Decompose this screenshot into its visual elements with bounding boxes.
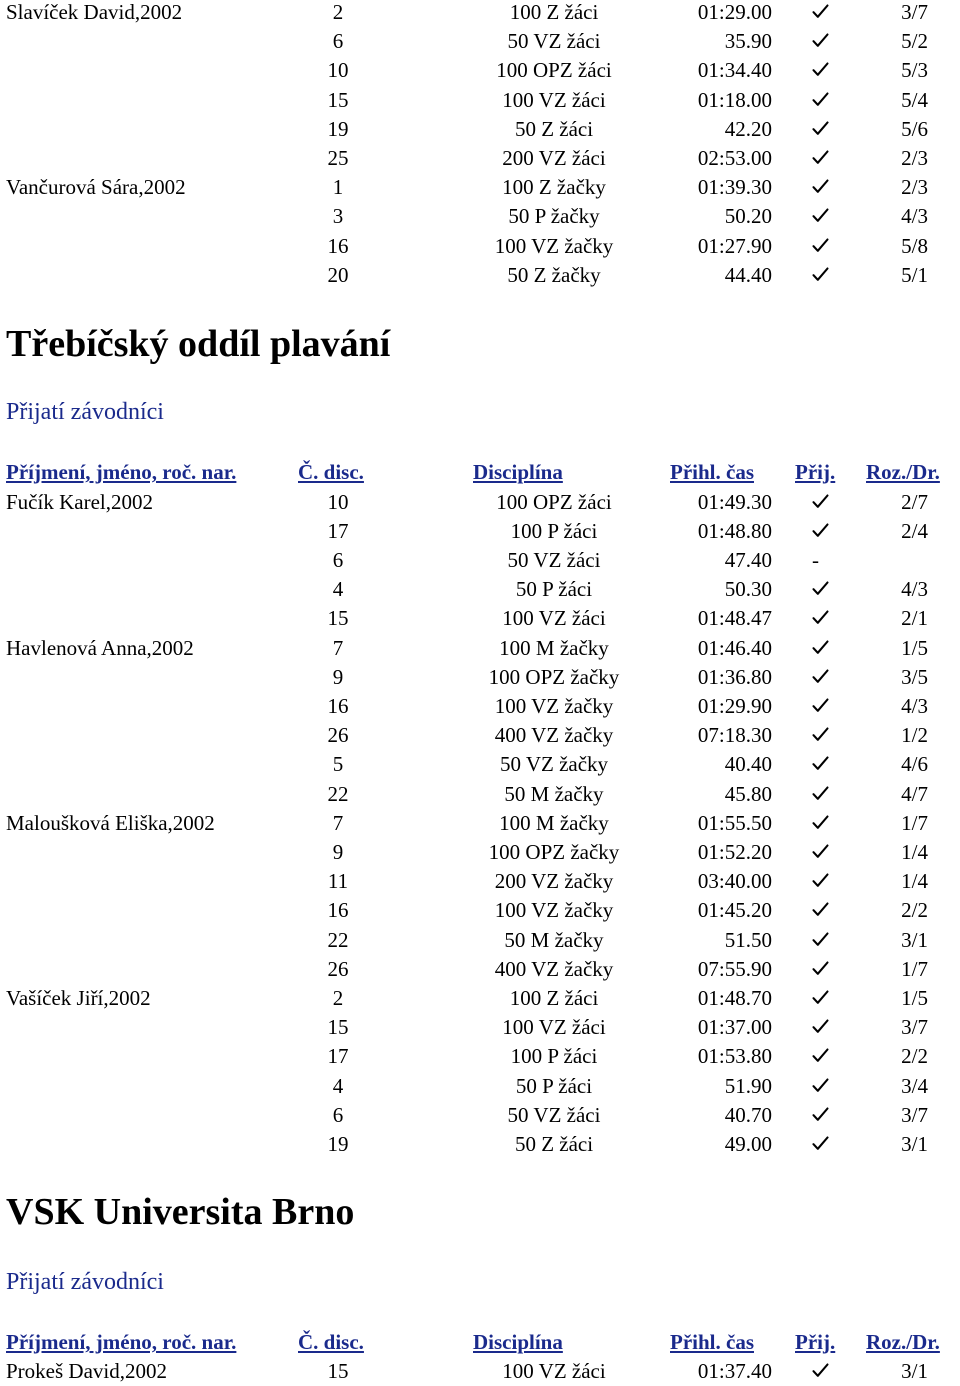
- entry-time: 01:34.40: [697, 58, 772, 83]
- heat-lane: 2/2: [901, 1044, 928, 1069]
- checkmark-icon: [812, 1357, 832, 1378]
- discipline-name: 100 VZ žačky: [494, 693, 614, 718]
- checkmark-icon: [812, 896, 832, 917]
- discipline-name: 100 Z žačky: [502, 175, 606, 200]
- discipline-number: 10: [327, 489, 349, 514]
- header-num: Č. disc.: [298, 460, 364, 484]
- heat-lane: 5/4: [901, 87, 928, 112]
- checkmark-icon: [812, 750, 832, 771]
- entry-time: 01:45.20: [697, 898, 772, 923]
- table-row: [0, 1130, 960, 1159]
- discipline-name: 50 P žáci: [515, 1073, 593, 1098]
- heat-lane: 3/7: [901, 0, 928, 24]
- header-name: Příjmení, jméno, roč. nar.: [6, 1330, 237, 1354]
- table-row: [0, 144, 960, 173]
- discipline-name: 100 Z žáci: [509, 985, 599, 1010]
- discipline-number: 16: [327, 233, 349, 258]
- checkmark-icon: [812, 692, 832, 713]
- entry-time: 01:29.90: [697, 693, 772, 718]
- discipline-name: 200 VZ žáci: [502, 146, 606, 170]
- entry-time: 01:48.80: [697, 518, 772, 543]
- table-row: [0, 809, 960, 838]
- discipline-number: 15: [327, 1359, 349, 1383]
- heat-lane: 4/3: [901, 204, 928, 229]
- heat-lane: 3/1: [901, 1359, 928, 1383]
- heat-lane: 2/4: [901, 518, 928, 543]
- discipline-name: 100 OPZ žáci: [496, 58, 612, 83]
- entry-time: 35.90: [724, 29, 772, 54]
- header-time: Přihl. čas: [670, 1330, 754, 1354]
- entry-time: 01:48.47: [697, 606, 772, 631]
- discipline-name: 100 VZ žačky: [494, 233, 614, 258]
- checkmark-icon: [812, 1101, 832, 1122]
- table-row: [0, 780, 960, 809]
- section-subtitle: Přijatí závodníci: [6, 399, 164, 425]
- heat-lane: 3/1: [901, 927, 928, 952]
- entry-time: 01:49.30: [697, 489, 772, 514]
- heat-lane: 1/4: [901, 839, 928, 864]
- table-row: [0, 604, 960, 633]
- discipline-name: 100 VZ žáci: [502, 1359, 606, 1383]
- entry-time: 51.50: [724, 927, 772, 952]
- table-row: [0, 202, 960, 231]
- heat-lane: 3/1: [901, 1131, 928, 1156]
- table-row: [0, 634, 960, 663]
- table-row: [0, 575, 960, 604]
- table-header: [0, 1328, 960, 1357]
- discipline-number: 6: [332, 29, 344, 54]
- discipline-name: 400 VZ žačky: [494, 956, 614, 981]
- table-row: [0, 115, 960, 144]
- discipline-number: 15: [327, 606, 349, 631]
- table-row: [0, 692, 960, 721]
- checkmark-icon: [812, 488, 832, 509]
- table-row: [0, 546, 960, 575]
- table-row: [0, 56, 960, 85]
- entry-time: 49.00: [724, 1131, 772, 1156]
- club-title: VSK Universita Brno: [6, 1191, 355, 1233]
- discipline-number: 10: [327, 58, 349, 83]
- checkmark-icon: [812, 809, 832, 830]
- discipline-number: 19: [327, 116, 349, 141]
- swimmer-name: Prokeš David,2002: [6, 1359, 167, 1383]
- discipline-name: 100 M žačky: [499, 635, 609, 660]
- discipline-name: 100 OPZ žačky: [488, 839, 620, 864]
- checkmark-icon: [812, 780, 832, 801]
- discipline-name: 100 P žáci: [510, 1044, 598, 1069]
- checkmark-icon: [812, 1042, 832, 1063]
- checkmark-icon: [812, 721, 832, 742]
- discipline-name: 50 VZ žáci: [507, 1102, 601, 1127]
- discipline-number: 7: [332, 635, 344, 660]
- discipline-number: 16: [327, 693, 349, 718]
- section-subtitle: Přijatí závodníci: [6, 1269, 164, 1295]
- header-name: Příjmení, jméno, roč. nar.: [6, 460, 237, 484]
- checkmark-icon: [812, 867, 832, 888]
- table-row: [0, 750, 960, 779]
- discipline-number: 9: [332, 664, 344, 689]
- checkmark-icon: [812, 1072, 832, 1093]
- table-row: [0, 1357, 960, 1386]
- discipline-name: 50 VZ žačky: [499, 752, 609, 777]
- entry-time: 50.20: [724, 204, 772, 229]
- heat-lane: 5/3: [901, 58, 928, 83]
- table-row: [0, 1013, 960, 1042]
- discipline-number: 20: [327, 262, 349, 287]
- entry-time: 01:29.00: [697, 0, 772, 24]
- discipline-number: 6: [332, 1102, 344, 1127]
- discipline-number: 6: [332, 547, 344, 572]
- entry-time: 07:55.90: [697, 956, 772, 981]
- entry-time: 01:55.50: [697, 810, 772, 835]
- table-row: [0, 1072, 960, 1101]
- discipline-name: 50 Z žáci: [514, 116, 594, 141]
- discipline-name: 50 VZ žáci: [507, 29, 601, 54]
- entry-time: 01:52.20: [697, 839, 772, 864]
- entry-time: 50.30: [724, 577, 772, 602]
- not-accepted-mark: -: [812, 547, 819, 572]
- checkmark-icon: [812, 1013, 832, 1034]
- header-heat-lane: Roz./Dr.: [866, 1330, 940, 1354]
- swimmer-name: Fučík Karel,2002: [6, 489, 153, 514]
- table-header: [0, 458, 960, 487]
- table-row: [0, 721, 960, 750]
- heat-lane: 3/4: [901, 1073, 928, 1098]
- table-row: [0, 984, 960, 1013]
- discipline-name: 50 P žáci: [515, 577, 593, 602]
- checkmark-icon: [812, 232, 832, 253]
- discipline-name: 100 Z žáci: [509, 0, 599, 24]
- table-row: [0, 1042, 960, 1071]
- checkmark-icon: [812, 0, 832, 19]
- checkmark-icon: [812, 663, 832, 684]
- discipline-number: 22: [327, 927, 349, 952]
- heat-lane: 1/4: [901, 869, 928, 894]
- table-row: [0, 0, 960, 27]
- discipline-name: 50 Z žačky: [507, 262, 601, 287]
- entry-time: 47.40: [724, 547, 772, 572]
- entry-time: 01:46.40: [697, 635, 772, 660]
- entry-time: 01:39.30: [697, 175, 772, 200]
- heat-lane: 3/7: [901, 1102, 928, 1127]
- entry-time: 40.40: [724, 752, 772, 777]
- entry-time: 03:40.00: [697, 869, 772, 894]
- discipline-name: 100 VZ žáci: [502, 87, 606, 112]
- heat-lane: 4/6: [901, 752, 928, 777]
- discipline-name: 50 M žačky: [504, 781, 604, 806]
- swimmer-name: Vančurová Sára,2002: [6, 175, 186, 200]
- table-row: [0, 663, 960, 692]
- discipline-number: 17: [327, 1044, 349, 1069]
- heat-lane: 2/2: [901, 898, 928, 923]
- entry-time: 01:53.80: [697, 1044, 772, 1069]
- checkmark-icon: [812, 604, 832, 625]
- discipline-name: 200 VZ žačky: [494, 869, 614, 894]
- discipline-name: 400 VZ žačky: [494, 723, 614, 748]
- entry-time: 07:18.30: [697, 723, 772, 748]
- entry-time: 01:48.70: [697, 985, 772, 1010]
- table-row: [0, 896, 960, 925]
- entry-time: 40.70: [724, 1102, 772, 1127]
- discipline-number: 1: [332, 175, 344, 200]
- checkmark-icon: [812, 202, 832, 223]
- heat-lane: 4/3: [901, 577, 928, 602]
- discipline-number: 15: [327, 1015, 349, 1040]
- discipline-number: 25: [327, 146, 349, 170]
- entry-time: 01:37.40: [697, 1359, 772, 1383]
- table-row: [0, 232, 960, 261]
- discipline-number: 4: [332, 577, 344, 602]
- discipline-name: 50 P žačky: [508, 204, 600, 229]
- entry-time: 01:18.00: [697, 87, 772, 112]
- discipline-name: 100 OPZ žáci: [496, 489, 612, 514]
- table-row: [0, 926, 960, 955]
- discipline-name: 100 P žáci: [510, 518, 598, 543]
- swimmer-name: Havlenová Anna,2002: [6, 635, 194, 660]
- checkmark-icon: [812, 838, 832, 859]
- entry-time: 44.40: [724, 262, 772, 287]
- discipline-name: 100 VZ žáci: [502, 1015, 606, 1040]
- header-accepted: Přij.: [795, 1330, 836, 1354]
- discipline-number: 5: [332, 752, 344, 777]
- checkmark-icon: [812, 955, 832, 976]
- discipline-name: 100 OPZ žačky: [488, 664, 620, 689]
- discipline-number: 19: [327, 1131, 349, 1156]
- heat-lane: 2/1: [901, 606, 928, 631]
- checkmark-icon: [812, 144, 832, 165]
- discipline-number: 3: [332, 204, 344, 229]
- heat-lane: 2/7: [901, 489, 928, 514]
- discipline-name: 100 VZ žáci: [502, 606, 606, 631]
- table-row: [0, 86, 960, 115]
- discipline-name: 50 VZ žáci: [507, 547, 601, 572]
- heat-lane: 5/1: [901, 262, 928, 287]
- table-row: [0, 517, 960, 546]
- table-row: [0, 867, 960, 896]
- checkmark-icon: [812, 517, 832, 538]
- heat-lane: 5/6: [901, 116, 928, 141]
- heat-lane: 1/7: [901, 956, 928, 981]
- entry-time: 01:36.80: [697, 664, 772, 689]
- header-accepted: Přij.: [795, 460, 836, 484]
- header-num: Č. disc.: [298, 1330, 364, 1354]
- discipline-number: 4: [332, 1073, 344, 1098]
- discipline-name: 100 M žačky: [499, 810, 609, 835]
- heat-lane: 3/5: [901, 664, 928, 689]
- entry-time: 01:37.00: [697, 1015, 772, 1040]
- table-row: [0, 27, 960, 56]
- heat-lane: 1/2: [901, 723, 928, 748]
- discipline-name: 50 M žačky: [504, 927, 604, 952]
- discipline-number: 11: [327, 869, 349, 894]
- table-row: [0, 488, 960, 517]
- discipline-number: 15: [327, 87, 349, 112]
- discipline-number: 2: [332, 985, 344, 1010]
- checkmark-icon: [812, 984, 832, 1005]
- table-row: [0, 838, 960, 867]
- heat-lane: 5/2: [901, 29, 928, 54]
- swimmer-name: Maloušková Eliška,2002: [6, 810, 215, 835]
- heat-lane: 2/3: [901, 175, 928, 200]
- entry-time: 42.20: [724, 116, 772, 141]
- entry-time: 02:53.00: [697, 146, 772, 170]
- header-discipline: Disciplína: [473, 1330, 563, 1354]
- discipline-number: 2: [332, 0, 344, 24]
- entry-time: 01:27.90: [697, 233, 772, 258]
- checkmark-icon: [812, 1130, 832, 1151]
- entry-time: 51.90: [724, 1073, 772, 1098]
- checkmark-icon: [812, 634, 832, 655]
- entry-time: 45.80: [724, 781, 772, 806]
- discipline-number: 26: [327, 723, 349, 748]
- discipline-name: 50 Z žáci: [514, 1131, 594, 1156]
- swimmer-name: Vašíček Jiří,2002: [6, 985, 151, 1010]
- checkmark-icon: [812, 86, 832, 107]
- swimmer-name: Slavíček David,2002: [6, 0, 183, 24]
- discipline-number: 17: [327, 518, 349, 543]
- heat-lane: 1/5: [901, 985, 928, 1010]
- checkmark-icon: [812, 261, 832, 282]
- discipline-number: 9: [332, 839, 344, 864]
- checkmark-icon: [812, 115, 832, 136]
- heat-lane: 5/8: [901, 233, 928, 258]
- discipline-name: 100 VZ žačky: [494, 898, 614, 923]
- table-row: [0, 173, 960, 202]
- discipline-number: 26: [327, 956, 349, 981]
- checkmark-icon: [812, 926, 832, 947]
- discipline-number: 7: [332, 810, 344, 835]
- header-time: Přihl. čas: [670, 460, 754, 484]
- heat-lane: 3/7: [901, 1015, 928, 1040]
- checkmark-icon: [812, 56, 832, 77]
- discipline-number: 16: [327, 898, 349, 923]
- table-row: [0, 1101, 960, 1130]
- heat-lane: 1/5: [901, 635, 928, 660]
- discipline-number: 22: [327, 781, 349, 806]
- heat-lane: 2/3: [901, 146, 928, 170]
- header-discipline: Disciplína: [473, 460, 563, 484]
- club-title: Třebíčský oddíl plavání: [6, 323, 391, 365]
- heat-lane: 1/7: [901, 810, 928, 835]
- heat-lane: 4/7: [901, 781, 928, 806]
- heat-lane: 4/3: [901, 693, 928, 718]
- checkmark-icon: [812, 27, 832, 48]
- checkmark-icon: [812, 575, 832, 596]
- table-row: [0, 261, 960, 290]
- table-row: [0, 955, 960, 984]
- checkmark-icon: [812, 173, 832, 194]
- header-heat-lane: Roz./Dr.: [866, 460, 940, 484]
